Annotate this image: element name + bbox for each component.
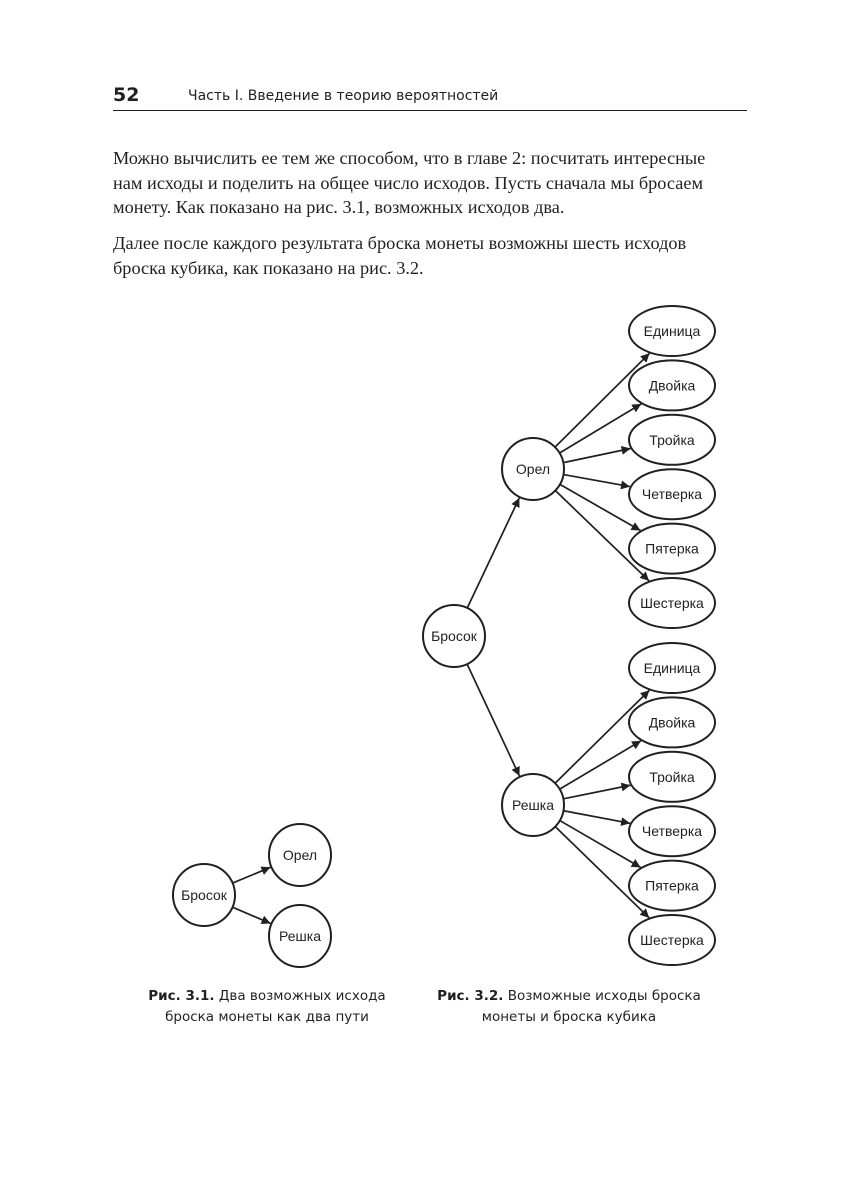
figure-3-2-edge-branch-1-leaf-2	[560, 404, 642, 453]
figure-3-2-edge-branch-1-leaf-4	[564, 475, 630, 487]
figure-3-2-branch-node-2	[502, 774, 564, 836]
svg-text:Четверка: Четверка	[641, 823, 703, 840]
figure-3-2-edge-branch-2-leaf-3	[563, 785, 630, 799]
svg-text:Двойка: Двойка	[648, 714, 696, 731]
svg-text:Решка: Решка	[512, 797, 554, 813]
figure-3-2-leaf-node-1-2	[629, 360, 715, 410]
svg-text:Единица: Единица	[643, 323, 701, 339]
figure-3-1-caption-text: Два возможных исхода броска монеты как два пути	[165, 988, 386, 1025]
svg-text:Шестерка: Шестерка	[640, 932, 704, 948]
figure-3-2-leaf-node-2-3	[629, 752, 715, 802]
body-paragraph-1: Можно вычислить ее тем же способом, что в главе 2: посчитать интересные нам исходы и поделить на общее число исходов. Пусть сначала мы бросаем монету. Как показано на рис. 3.1, возможных исходов два.	[113, 148, 706, 217]
figure-3-1-caption	[112, 986, 422, 1028]
figure-3-2-leaf-node-2-1	[629, 643, 715, 693]
figure-3-2-leaf-node-1-5	[629, 524, 715, 574]
svg-text:Двойка: Двойка	[648, 377, 696, 394]
figure-3-1-edge-2	[233, 907, 271, 923]
figure-3-2-leaf-node-1-3	[629, 415, 715, 465]
svg-text:Единица: Единица	[643, 660, 701, 676]
figure-3-2-caption-label: Рис. 3.2.	[437, 988, 504, 1004]
svg-text:Бросок: Бросок	[181, 887, 227, 903]
figure-3-2-leaf-node-1-4	[629, 469, 715, 519]
figure-3-2-leaf-node-2-6	[629, 915, 715, 965]
figure-3-2-edge-branch-1-leaf-3	[563, 449, 630, 463]
figure-3-2-leaf-node-1-1	[629, 306, 715, 356]
svg-text:Пятерка: Пятерка	[645, 540, 699, 557]
figure-3-2-edge-root-branch-2	[467, 664, 519, 776]
svg-text:Четверка: Четверка	[641, 486, 703, 503]
figure-3-2-root-node	[423, 605, 485, 667]
svg-text:Тройка: Тройка	[649, 768, 695, 785]
running-title: Часть I. Введение в теорию вероятностей	[188, 88, 499, 104]
svg-text:Шестерка: Шестерка	[640, 595, 704, 611]
figure-3-2-leaf-node-2-4	[629, 806, 715, 856]
figure-3-2-edge-root-branch-1	[467, 498, 519, 608]
page-number: 52	[113, 84, 140, 106]
figure-3-1-edge-1	[233, 867, 271, 883]
svg-text:Бросок: Бросок	[431, 628, 477, 644]
figure-3-2-leaf-node-2-5	[629, 861, 715, 911]
figure-3-2-caption	[414, 986, 724, 1028]
svg-text:Решка: Решка	[279, 928, 321, 944]
figure-3-2-leaf-node-1-6	[629, 578, 715, 628]
figure-3-2-leaf-node-2-2	[629, 697, 715, 747]
figure-3-2-caption-text: Возможные исходы броска монеты и броска кубика	[481, 988, 701, 1025]
figure-3-1-child-node-2	[269, 905, 331, 967]
figure-3-1-child-node-1	[269, 824, 331, 886]
body-paragraph-2: Далее после каждого результата броска монеты возможны шесть исходов броска кубика, как показано на рис. 3.2.	[113, 233, 687, 278]
svg-text:Орел: Орел	[515, 461, 551, 477]
svg-text:Орел: Орел	[282, 847, 318, 863]
figure-3-1-root-node	[173, 864, 235, 926]
figure-3-2-branch-node-1	[502, 438, 564, 500]
svg-text:Пятерка: Пятерка	[645, 877, 699, 894]
svg-text:Тройка: Тройка	[649, 431, 695, 448]
figure-3-1-caption-label: Рис. 3.1.	[148, 988, 215, 1004]
figure-3-2-edge-branch-2-leaf-4	[563, 811, 630, 824]
